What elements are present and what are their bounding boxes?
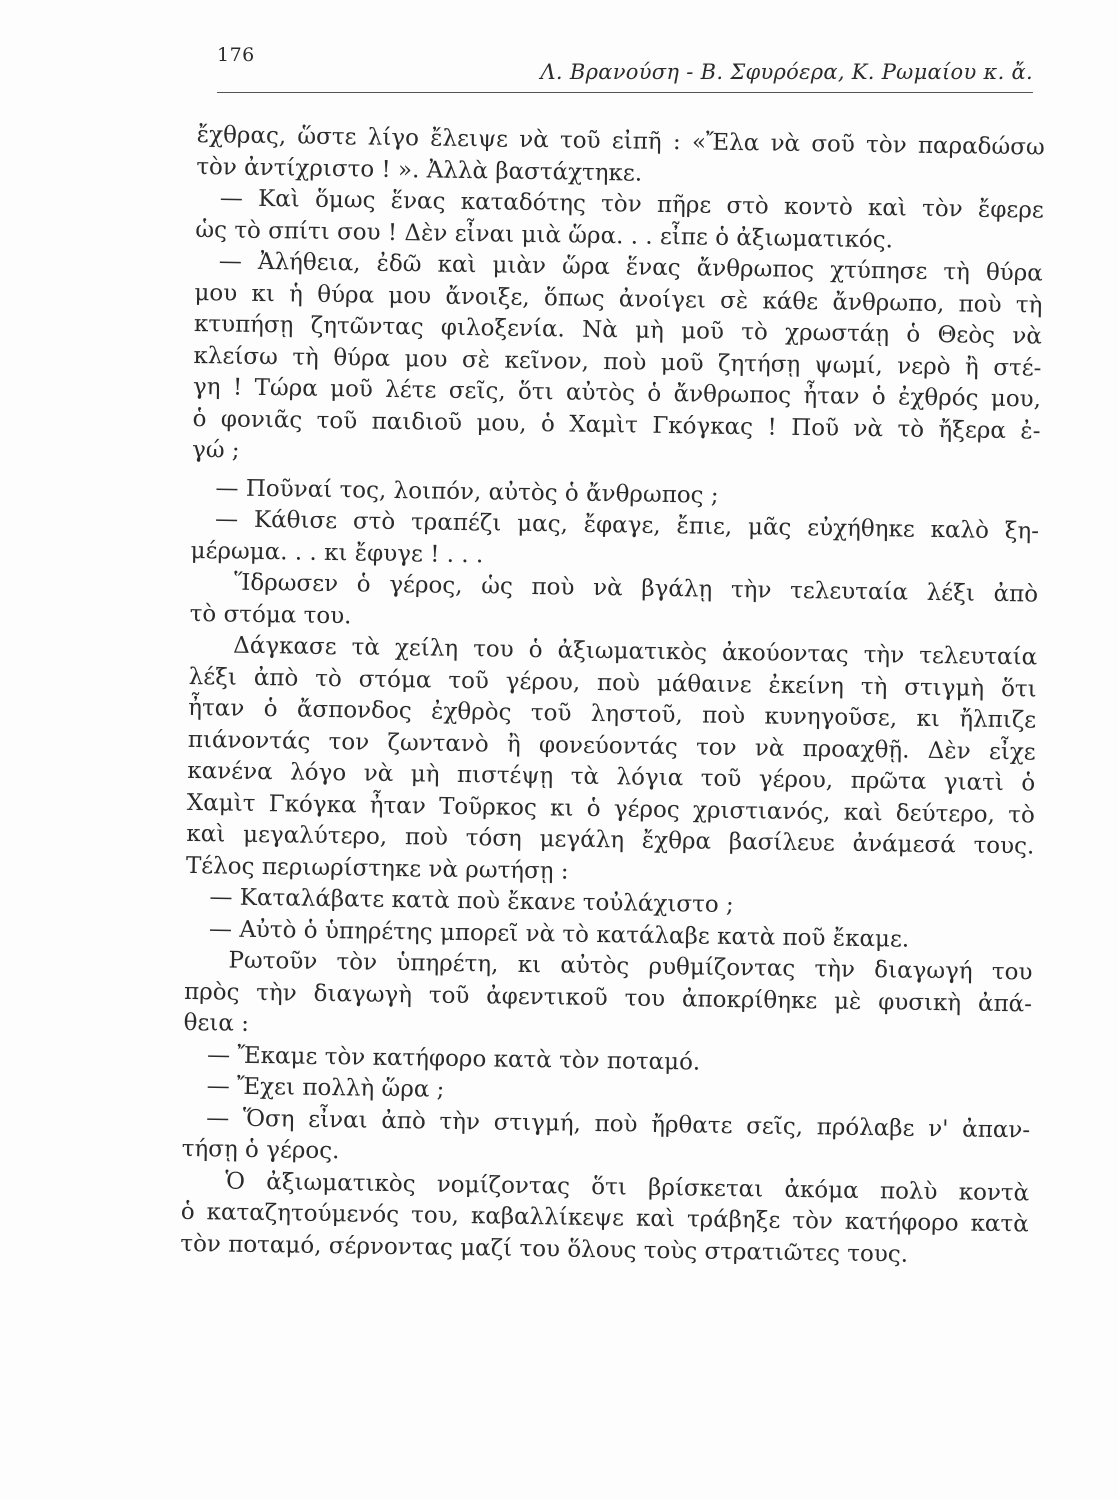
text-line: τήσῃ ὁ γέρος. — [181, 1135, 340, 1165]
text-line: τὸν ποταμό, σέρνοντας μαζί του ὅλους τοὺς στρατιῶτες τους. — [180, 1230, 909, 1268]
dialogue-line: — Κάθισε στὸ τραπέζι μας, ἔφαγε, ἔπιε, μᾶς εὐχήθηκε καλὸ ξη- — [214, 506, 1040, 545]
dialogue-line: — Αὐτὸ ὁ ὑπηρέτης μπορεῖ νὰ τὸ κατάλαβε κατὰ ποῦ ἔκαμε. — [208, 915, 910, 953]
text-line: μέρωμα. . . κι ἔφυγε ! . . . — [190, 537, 484, 568]
text-line: ὁ καταζητούμενός του, καβαλλίκεψε καὶ τράβηξε τὸν κατήφορο κατὰ — [180, 1198, 1029, 1238]
text-line: κλείσω τὴ θύρα μου σὲ κεῖνον, ποὺ μοῦ ζητήσῃ ψωμί, νερὸ ἢ στέ- — [193, 342, 1042, 382]
text-line: Χαμὶτ Γκόγκα ἦταν Τοῦρκος κι ὁ γέρος χριστιανός, καὶ δεύτερο, τὸ — [186, 789, 1035, 829]
dialogue-line: — Ὅση εἶναι ἀπὸ τὴν στιγμή, ποὺ ἤρθατε σεῖς, πρόλαβε ν' ἀπαν- — [206, 1104, 1031, 1143]
page-number: 176 — [217, 44, 255, 66]
paragraph-line: Ἵδρωσεν ὁ γέρος, ὡς ποὺ νὰ βγάλῃ τὴν τελευταία λέξι ἀπὸ — [233, 569, 1039, 608]
text-line: πρὸς τὴν διαγωγὴ τοῦ ἀφεντικοῦ του ἀποκρίθηκε μὲ φυσικὴ ἀπά- — [183, 978, 1033, 1017]
text-line: γη ! Τώρα μοῦ λέτε σεῖς, ὅτι αὐτὸς ὁ ἄνθρωπος ἦταν ὁ ἐχθρός μου, — [192, 373, 1042, 413]
text-line: Τέλος περιωρίστηκε νὰ ρωτήσῃ : — [185, 852, 569, 885]
page-header — [217, 44, 1033, 96]
body-text — [180, 120, 1045, 1272]
text-line: ἦταν ὁ ἄσπονδος ἐχθρὸς τοῦ ληστοῦ, ποὺ κυνηγοῦσε, κι ἤλπιζε — [188, 694, 1037, 734]
text-line: ὡς τὸ σπίτι σου ! Δὲν εἶναι μιὰ ὥρα. . . εἶπε ὁ ἀξιωματικός. — [195, 216, 894, 253]
text-line: θεια : — [183, 1009, 250, 1037]
text-line: ὁ φονιᾶς τοῦ παιδιοῦ μου, ὁ Χαμὶτ Γκόγκας ! Ποῦ νὰ τὸ ἤξερα ἐ- — [192, 405, 1041, 445]
text-line: ἔχθρας, ὥστε λίγο ἔλειψε νὰ τοῦ εἰπῆ : «Ἔλα νὰ σοῦ τὸν παραδώσω — [196, 121, 1045, 161]
text-line: μου κι ἡ θύρα μου ἄνοιξε, ὅπως ἀνοίγει σὲ κάθε ἄνθρωπο, ποὺ τὴ — [194, 279, 1043, 319]
paragraph-line: Ὁ ἀξιωματικὸς νομίζοντας ὅτι βρίσκεται ἀκόμα πολὺ κοντὰ — [225, 1168, 1030, 1206]
text-line: κανένα λόγο νὰ μὴ πιστέψῃ τὰ λόγια τοῦ γέρου, πρῶτα γιατὶ ὁ — [187, 757, 1036, 797]
paragraph-line: Ρωτοῦν τὸν ὑπηρέτη, κι αὐτὸς ρυθμίζοντας τὴν διαγωγή του — [228, 947, 1033, 986]
paragraph-line: Δάγκασε τὰ χείλη του ὁ ἀξιωματικὸς ἀκούοντας τὴν τελευταία — [233, 632, 1038, 671]
dialogue-line: — Καταλάβατε κατὰ ποὺ ἔκανε τοὐλάχιστο ; — [209, 884, 734, 919]
text-line: καὶ μεγαλύτερο, ποὺ τόση μεγάλη ἔχθρα βασίλευε ἀνάμεσά τους. — [186, 820, 1035, 860]
text-line: τὸ στόμα του. — [189, 600, 352, 629]
dialogue-line: — Καὶ ὅμως ἕνας καταδότης τὸν πῆρε στὸ κοντὸ καὶ τὸν ἔφερε — [219, 185, 1044, 224]
dialogue-line: — Ἔκαμε τὸν κατήφορο κατὰ τὸν ποταμό. — [206, 1041, 701, 1076]
dialogue-line: — Ἀλήθεια, ἐδῶ καὶ μιὰν ὥρα ἕνας ἄνθρωπος χτύπησε τὴ θύρα — [218, 248, 1044, 287]
text-line: πιάνοντάς τον ζωντανὸ ἢ φονεύοντάς τον νὰ προαχθῇ. Δὲν εἶχε — [187, 726, 1036, 766]
text-line: γώ ; — [191, 436, 240, 464]
text-line: τὸν ἀντίχριστο ! ». Ἀλλὰ βαστάχτηκε. — [196, 153, 643, 187]
dialogue-line: — Ἔχει πολλὴ ὥρα ; — [206, 1073, 445, 1103]
text-line: κτυπήσῃ ζητῶντας φιλοξενία. Νὰ μὴ μοῦ τὸ χρωστάῃ ὁ Θεὸς νὰ — [193, 310, 1043, 350]
text-line: λέξι ἀπὸ τὸ στόμα τοῦ γέρου, ποὺ μάθαινε ἐκείνη τὴ στιγμὴ ὅτι — [188, 663, 1037, 703]
header-rule — [217, 92, 1033, 93]
running-head: Λ. Βρανούση - Β. Σφυρόερα, Κ. Ρωμαίου κ. ἄ. — [540, 60, 1033, 84]
dialogue-line: — Ποῦναί τος, λοιπόν, αὐτὸς ὁ ἄνθρωπος ; — [215, 474, 719, 509]
